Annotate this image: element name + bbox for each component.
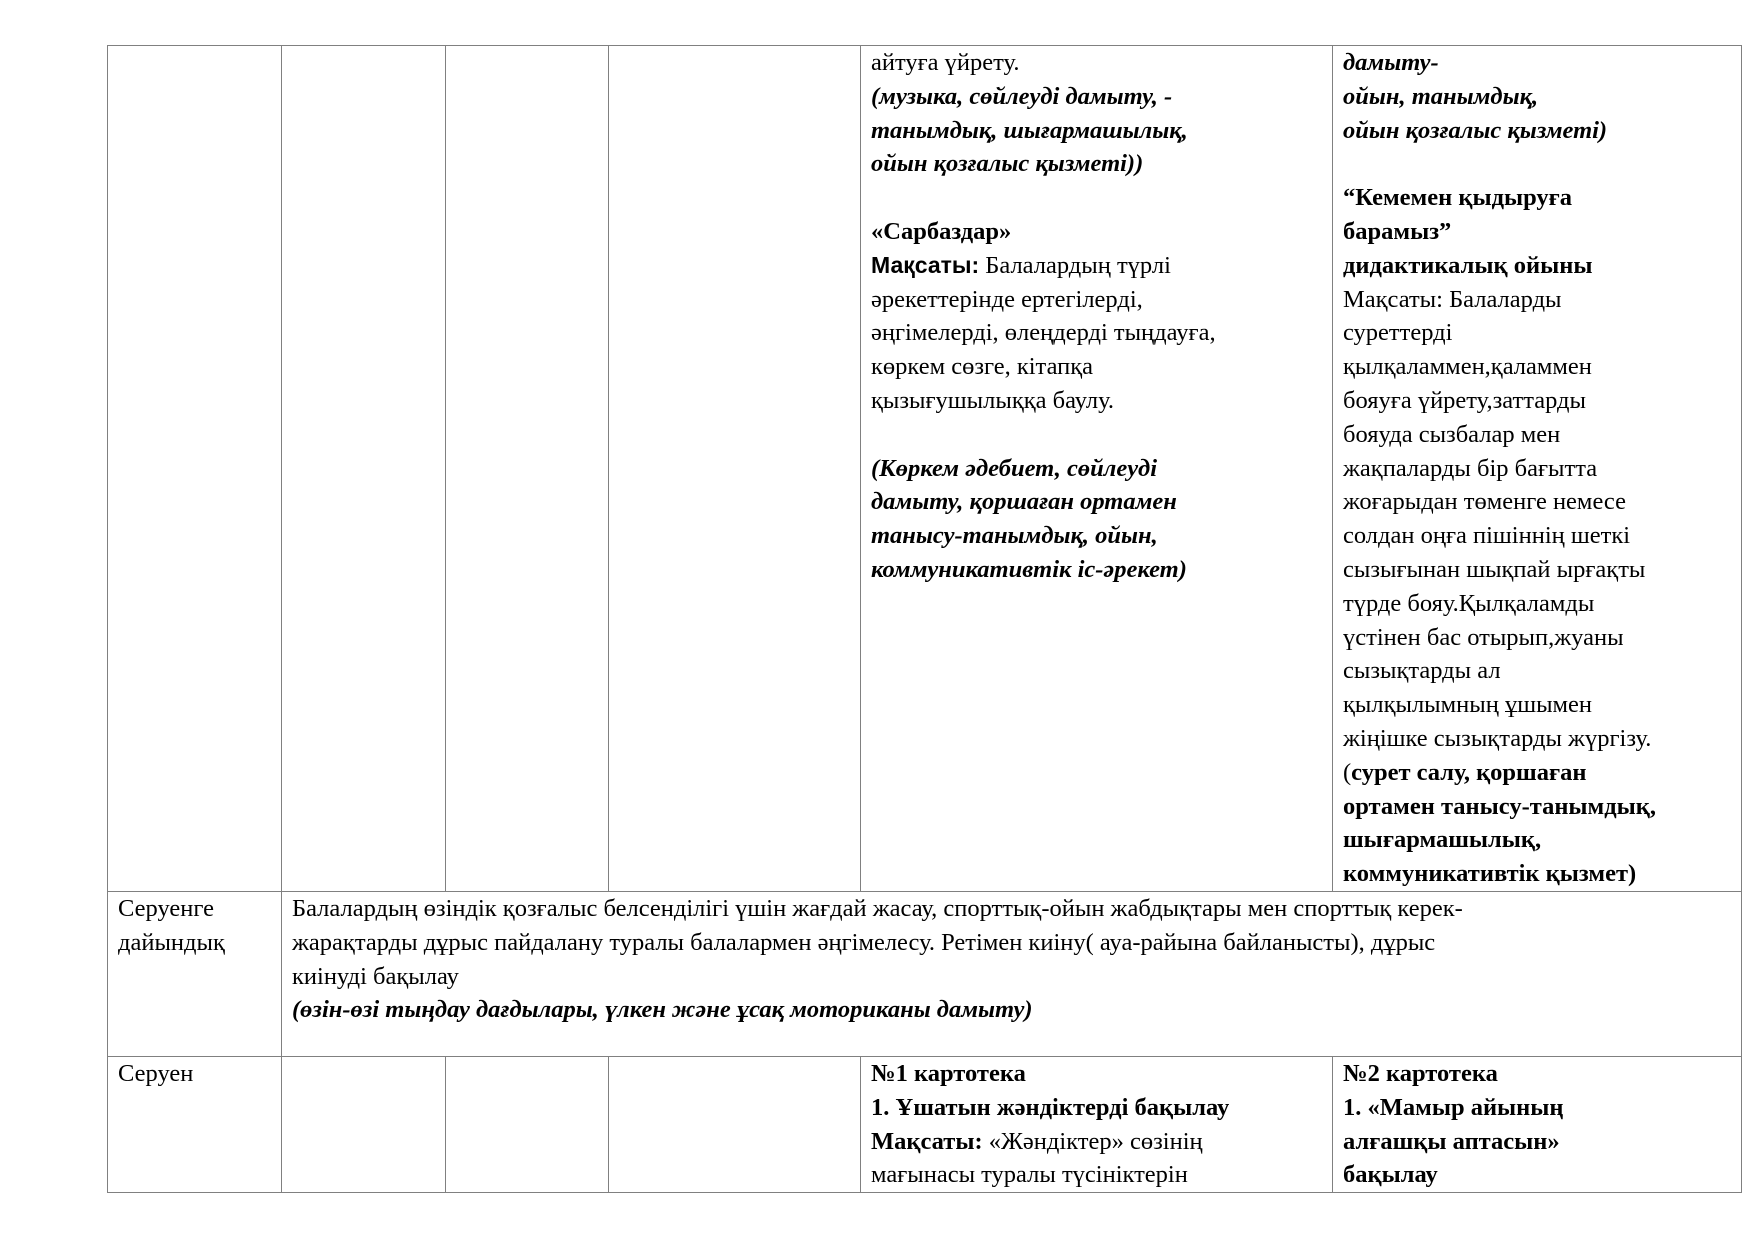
goal-text: мағынасы туралы түсініктерін	[871, 1161, 1188, 1189]
day-cell	[282, 1056, 446, 1192]
goal-text: әңгімелерді, өлеңдерді тыңдауға,	[871, 319, 1216, 347]
learning-areas: ойын қозғалыс қызметі))	[871, 150, 1144, 178]
game-title: “Кемемен қыдыруға	[1343, 184, 1573, 212]
goal-text: «Жәндіктер» сөзінің	[982, 1127, 1203, 1155]
learning-areas: дамыту-	[1343, 49, 1439, 76]
goal-label: Мақсаты:	[871, 251, 980, 278]
goal-text: түрде бояу.Қылқаламды	[1343, 589, 1595, 617]
row-label-cell	[108, 46, 282, 892]
row-label-cell	[108, 891, 282, 1056]
learning-areas: дамыту, қоршаған ортамен	[871, 488, 1177, 516]
learning-areas: (Көркем әдебиет, сөйлеуді	[871, 454, 1157, 482]
goal-text: үстінен бас отырып,жуаны	[1343, 623, 1624, 651]
day-cell	[609, 1056, 861, 1192]
learning-areas: ойын, танымдық,	[1343, 82, 1539, 110]
goal-text: бояуға үйрету,заттарды	[1343, 386, 1586, 414]
learning-areas: шығармашылық,	[1343, 826, 1542, 854]
learning-areas: коммуникативтік қызмет)	[1343, 860, 1637, 888]
walk-preparation-text: киінуді бақылау	[292, 962, 459, 990]
day-cell-friday	[1333, 1056, 1742, 1192]
goal-text: Мақсаты: Балаларды	[1343, 285, 1562, 313]
goal-text: жіңішке сызықтарды жүргізу.	[1343, 724, 1652, 752]
game-title: дидактикалық ойыны	[1343, 251, 1593, 279]
day-cell-thursday	[861, 46, 1333, 892]
goal-text: бояуда сызбалар мен	[1343, 420, 1561, 448]
learning-areas-open: (	[1343, 758, 1352, 786]
learning-areas: коммуникативтік іс-әрекет)	[871, 555, 1187, 583]
game-title: «Сарбаздар»	[871, 217, 1012, 245]
day-cell-friday	[1333, 46, 1742, 892]
day-cell	[609, 46, 861, 892]
day-cell	[446, 46, 609, 892]
day-cell	[282, 46, 446, 892]
goal-text: қылқаламмен,қаламмен	[1343, 353, 1592, 381]
goal-text: суреттерді	[1343, 319, 1453, 347]
learning-areas: (өзін-өзі тыңдау дағдылары, үлкен және ұсақ моториканы дамыту)	[292, 996, 1033, 1024]
learning-areas: ойын қозғалыс қызметі)	[1343, 116, 1608, 144]
learning-areas: ортамен танысу-танымдық,	[1343, 792, 1657, 820]
observation-item: бақылау	[1343, 1161, 1438, 1189]
observation-item: 1. Ұшатын жәндіктерді бақылау	[871, 1093, 1230, 1121]
table-row	[108, 46, 1742, 892]
walk-preparation-text: жарақтарды дұрыс пайдалану туралы балалармен әңгімелесу. Ретімен киіну( ауа-райына байланысты), дұрыс	[292, 928, 1436, 956]
learning-areas: танысу-танымдық, ойын,	[871, 522, 1158, 550]
row-label: Серуен	[118, 1059, 194, 1087]
card-title: №2 картотека	[1343, 1059, 1498, 1087]
goal-text: жақпаларды бір бағытта	[1343, 454, 1598, 482]
table-row	[108, 891, 1742, 1056]
day-cell	[446, 1056, 609, 1192]
goal-text: қызығушылыққа баулу.	[871, 386, 1115, 414]
goal-text: көркем сөзге, кітапқа	[871, 353, 1094, 381]
goal-label: Мақсаты:	[871, 1127, 983, 1155]
row-label: Серуенге дайындық	[118, 894, 225, 956]
card-title: №1 картотека	[871, 1059, 1026, 1087]
walk-preparation-text: Балалардың өзіндік қозғалыс белсенділігі үшін жағдай жасау, спорттық-ойын жабдықтары мен спорттық керек-	[292, 894, 1463, 922]
learning-areas: сурет салу, қоршаған	[1351, 758, 1587, 786]
goal-text: әрекеттерінде ертегілерді,	[871, 285, 1143, 313]
goal-text: Балалардың түрлі	[979, 251, 1171, 279]
goal-text: сызықтарды ал	[1343, 657, 1501, 685]
table-row	[108, 1056, 1742, 1192]
game-title: барамыз”	[1343, 217, 1452, 245]
day-cell-thursday	[861, 1056, 1333, 1192]
row-label-cell	[108, 1056, 282, 1192]
activity-text: айтуға үйрету.	[871, 49, 1020, 76]
goal-text: солдан оңға пішіннің шеткі	[1343, 522, 1631, 550]
goal-text: сызығынан шықпай ырғақты	[1343, 555, 1646, 583]
learning-areas: танымдық, шығармашылық,	[871, 116, 1188, 144]
walk-preparation-cell	[282, 891, 1742, 1056]
daily-plan-table	[107, 45, 1742, 1193]
goal-text: қылқылымның ұшымен	[1343, 691, 1593, 719]
learning-areas: (музыка, сөйлеуді дамыту, -	[871, 82, 1173, 110]
observation-item: 1. «Мамыр айының	[1343, 1093, 1564, 1121]
observation-item: алғашқы аптасын»	[1343, 1127, 1560, 1155]
goal-text: жоғарыдан төменге немесе	[1343, 488, 1626, 516]
